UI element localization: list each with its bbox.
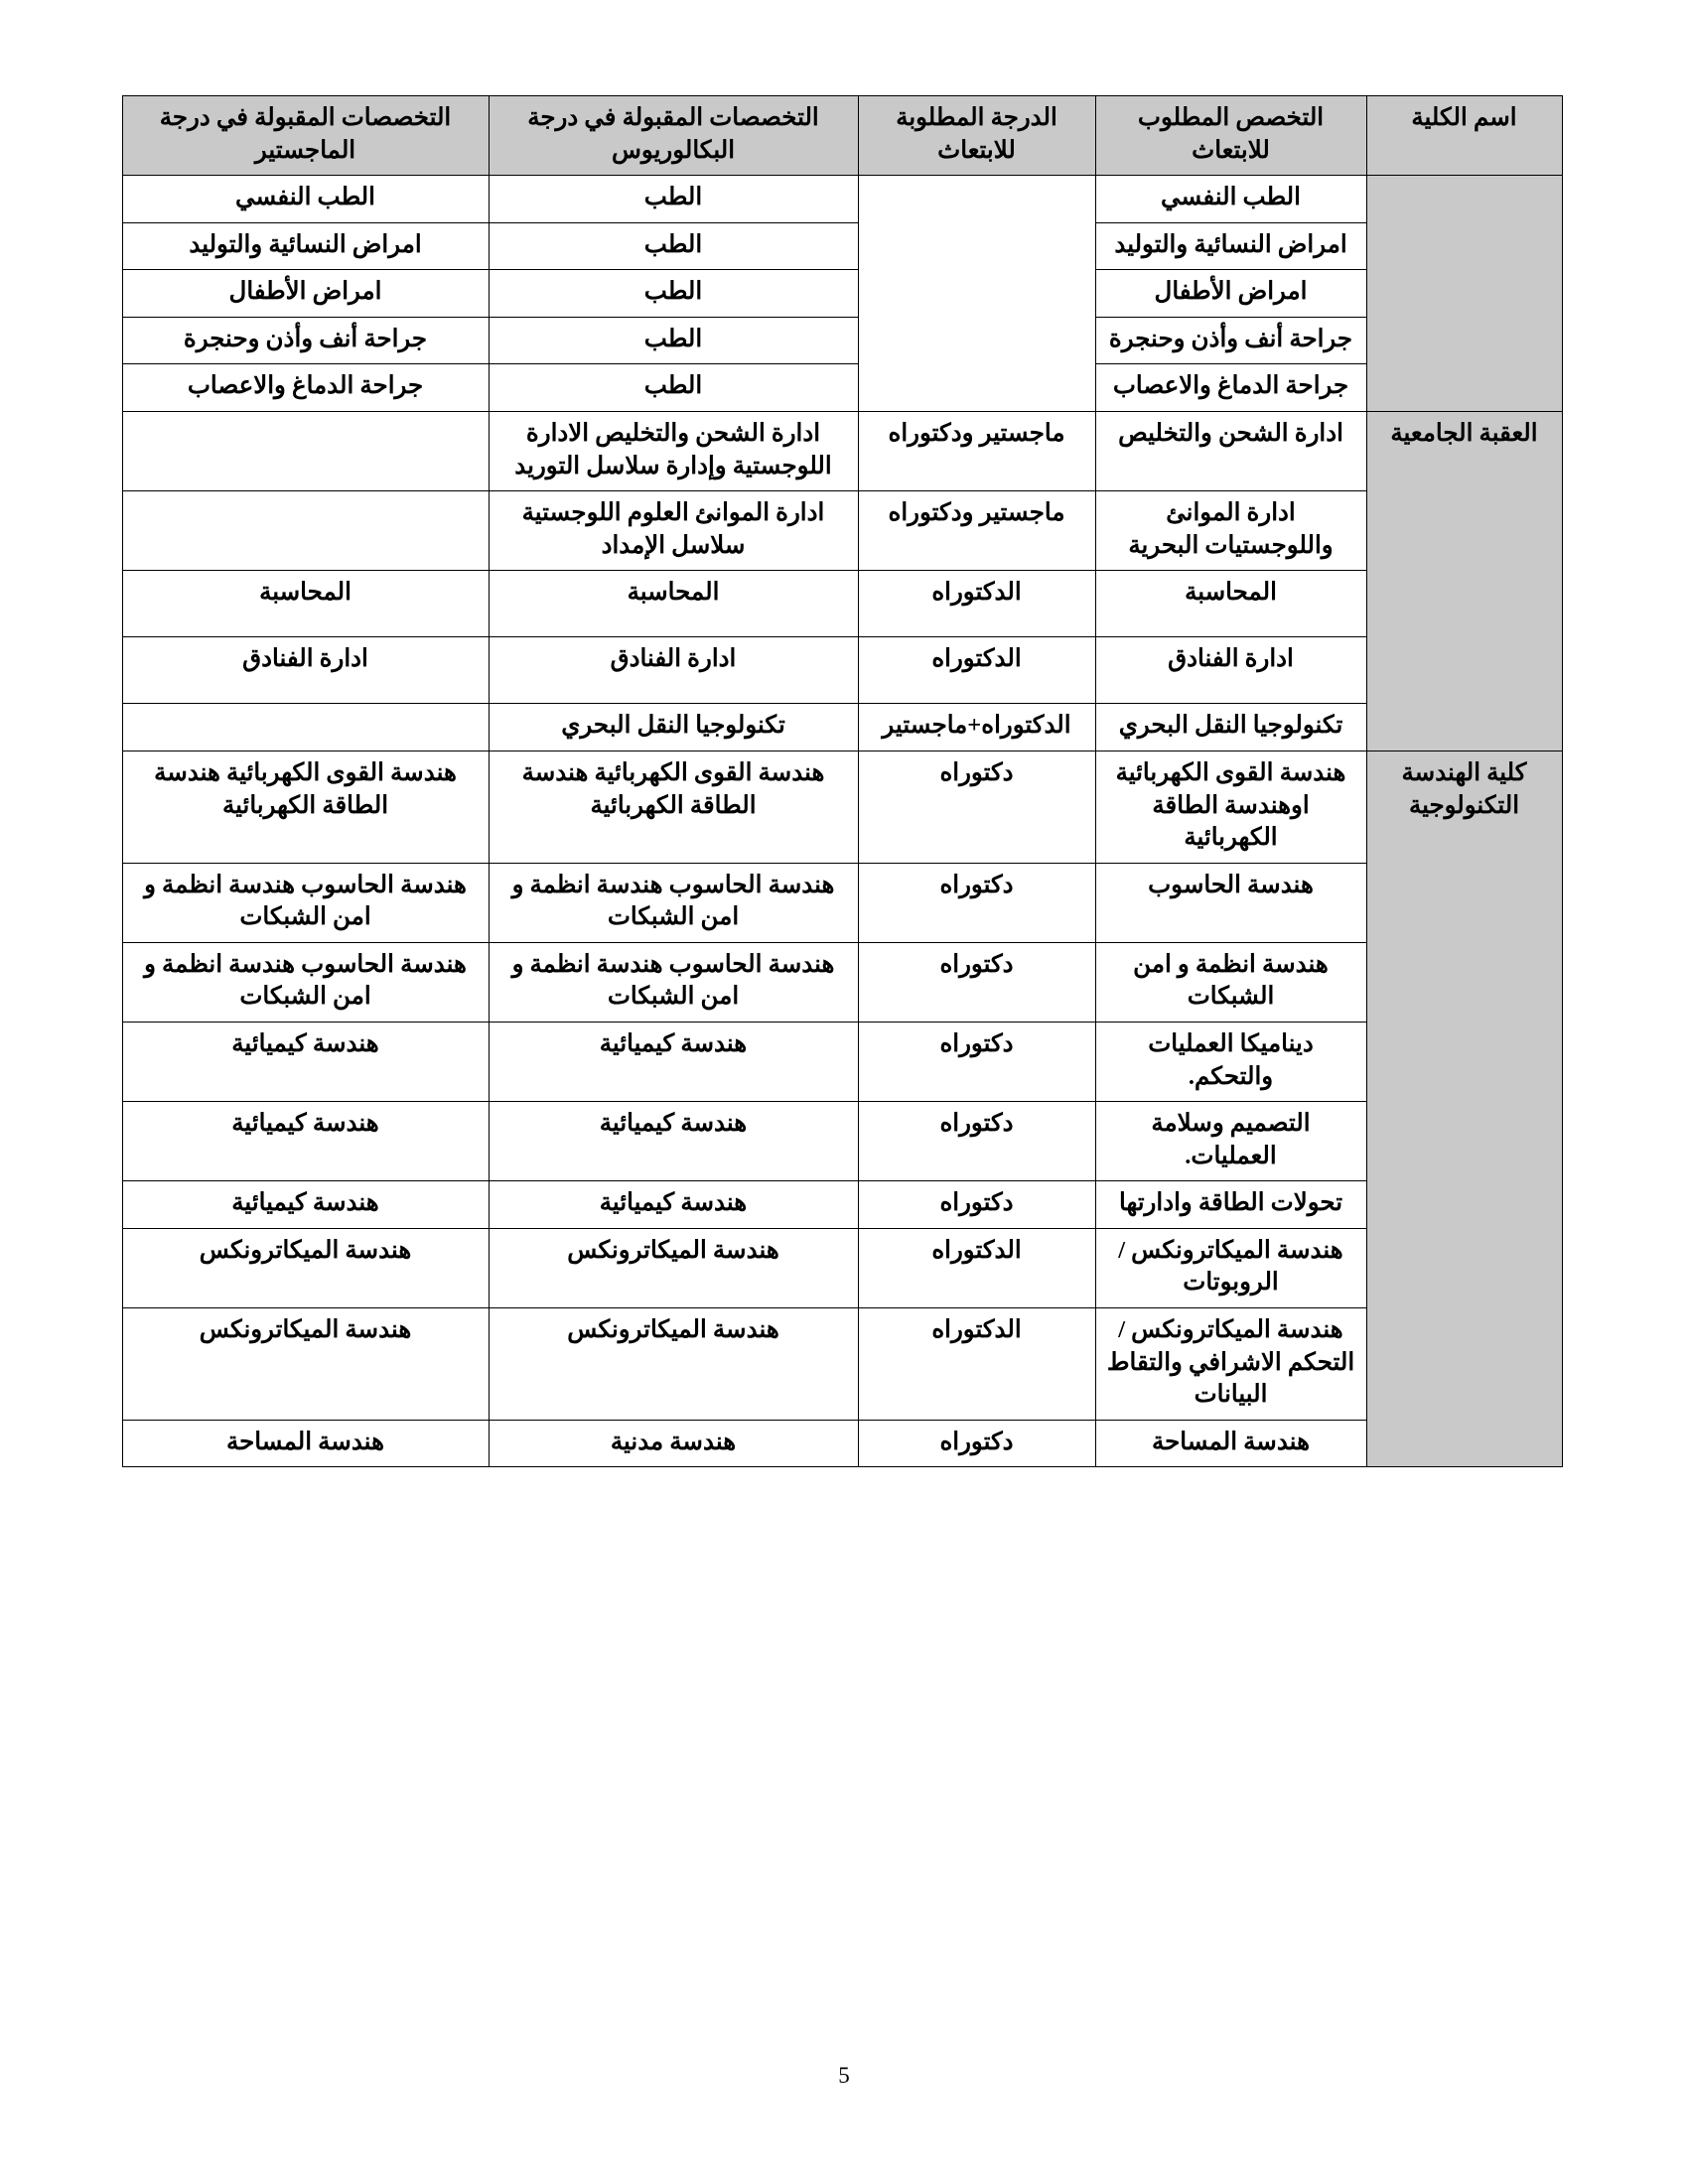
bachelor-cell: الطب [489, 176, 858, 223]
required-spec-cell: امراض النسائية والتوليد [1095, 222, 1366, 270]
master-cell: هندسة كيميائية [122, 1102, 489, 1181]
column-header-faculty: اسم الكلية [1366, 96, 1562, 176]
bachelor-cell: هندسة كيميائية [489, 1181, 858, 1229]
faculty-cell: العقبة الجامعية [1366, 412, 1562, 751]
required-spec-cell: تحولات الطاقة وادارتها [1095, 1181, 1366, 1229]
degree-cell: دكتوراه [858, 1022, 1095, 1101]
master-cell: المحاسبة [122, 571, 489, 637]
master-cell: هندسة المساحة [122, 1420, 489, 1467]
master-cell [122, 412, 489, 491]
master-cell [122, 491, 489, 571]
bachelor-cell: الطب [489, 270, 858, 318]
required-spec-cell: جراحة الدماغ والاعصاب [1095, 364, 1366, 412]
table-body [122, 176, 1562, 1467]
table-header [122, 96, 1562, 176]
bachelor-cell: هندسة الميكاترونكس [489, 1308, 858, 1421]
table-row [122, 1181, 1562, 1229]
table-row [122, 364, 1562, 412]
bachelor-cell: هندسة كيميائية [489, 1022, 858, 1101]
master-cell: هندسة الميكاترونكس [122, 1308, 489, 1421]
table-header-row [122, 96, 1562, 176]
degree-cell: دكتوراه [858, 863, 1095, 942]
table-row [122, 270, 1562, 318]
required-spec-cell: التصميم وسلامة العمليات. [1095, 1102, 1366, 1181]
required-spec-cell: ادارة الموانئ واللوجستيات البحرية [1095, 491, 1366, 571]
bachelor-cell: المحاسبة [489, 571, 858, 637]
degree-cell: ماجستير ودكتوراه [858, 412, 1095, 491]
bachelor-cell: هندسة الميكاترونكس [489, 1228, 858, 1307]
degree-cell: ماجستير ودكتوراه [858, 491, 1095, 571]
table-row [122, 1102, 1562, 1181]
degree-cell: الدكتوراه [858, 1228, 1095, 1307]
table-row [122, 863, 1562, 942]
bachelor-cell: ادارة الموانئ العلوم اللوجستية سلاسل الإمداد [489, 491, 858, 571]
master-cell: هندسة الحاسوب هندسة انظمة و امن الشبكات [122, 863, 489, 942]
degree-cell: الدكتوراه [858, 637, 1095, 704]
degree-cell [858, 176, 1095, 412]
degree-cell: دكتوراه [858, 1181, 1095, 1229]
required-spec-cell: هندسة القوى الكهربائية اوهندسة الطاقة الكهربائية [1095, 751, 1366, 863]
required-spec-cell: هندسة المساحة [1095, 1420, 1366, 1467]
page-number: 5 [838, 2063, 850, 2088]
master-cell: امراض الأطفال [122, 270, 489, 318]
table-row [122, 491, 1562, 571]
required-spec-cell: المحاسبة [1095, 571, 1366, 637]
required-spec-cell: هندسة الميكاترونكس / الروبوتات [1095, 1228, 1366, 1307]
degree-cell: دكتوراه [858, 1420, 1095, 1467]
required-spec-cell: امراض الأطفال [1095, 270, 1366, 318]
master-cell: هندسة القوى الكهربائية هندسة الطاقة الكهربائية [122, 751, 489, 863]
table-row [122, 751, 1562, 863]
bachelor-cell: هندسة مدنية [489, 1420, 858, 1467]
table-row [122, 176, 1562, 223]
master-cell: هندسة كيميائية [122, 1022, 489, 1101]
column-header-degree: الدرجة المطلوبة للابتعاث [858, 96, 1095, 176]
master-cell: الطب النفسي [122, 176, 489, 223]
faculty-cell: كلية الهندسة التكنولوجية [1366, 751, 1562, 1466]
degree-cell: الدكتوراه [858, 571, 1095, 637]
column-header-bachelor: التخصصات المقبولة في درجة البكالوريوس [489, 96, 858, 176]
degree-cell: الدكتوراه [858, 1308, 1095, 1421]
bachelor-cell: الطب [489, 222, 858, 270]
bachelor-cell: الطب [489, 364, 858, 412]
bachelor-cell: الطب [489, 317, 858, 364]
bachelor-cell: هندسة الحاسوب هندسة انظمة و امن الشبكات [489, 942, 858, 1022]
table-row [122, 1308, 1562, 1421]
bachelor-cell: هندسة القوى الكهربائية هندسة الطاقة الكهربائية [489, 751, 858, 863]
table-row [122, 637, 1562, 704]
table-row [122, 317, 1562, 364]
required-spec-cell: هندسة انظمة و امن الشبكات [1095, 942, 1366, 1022]
master-cell [122, 704, 489, 751]
required-spec-cell: ديناميكا العمليات والتحكم. [1095, 1022, 1366, 1101]
degree-cell: الدكتوراه+ماجستير [858, 704, 1095, 751]
degree-cell: دكتوراه [858, 751, 1095, 863]
master-cell: جراحة الدماغ والاعصاب [122, 364, 489, 412]
table-row [122, 1420, 1562, 1467]
scholarship-specializations-table [122, 95, 1563, 1467]
required-spec-cell: الطب النفسي [1095, 176, 1366, 223]
master-cell: هندسة كيميائية [122, 1181, 489, 1229]
master-cell: هندسة الحاسوب هندسة انظمة و امن الشبكات [122, 942, 489, 1022]
table-row [122, 942, 1562, 1022]
required-spec-cell: هندسة الحاسوب [1095, 863, 1366, 942]
master-cell: امراض النسائية والتوليد [122, 222, 489, 270]
bachelor-cell: ادارة الشحن والتخليص الادارة اللوجستية وإدارة سلاسل التوريد [489, 412, 858, 491]
bachelor-cell: هندسة كيميائية [489, 1102, 858, 1181]
bachelor-cell: هندسة الحاسوب هندسة انظمة و امن الشبكات [489, 863, 858, 942]
table-row [122, 412, 1562, 491]
required-spec-cell: ادارة الفنادق [1095, 637, 1366, 704]
master-cell: جراحة أنف وأذن وحنجرة [122, 317, 489, 364]
master-cell: ادارة الفنادق [122, 637, 489, 704]
table-row [122, 1228, 1562, 1307]
degree-cell: دكتوراه [858, 942, 1095, 1022]
column-header-master: التخصصات المقبولة في درجة الماجستير [122, 96, 489, 176]
required-spec-cell: تكنولوجيا النقل البحري [1095, 704, 1366, 751]
required-spec-cell: جراحة أنف وأذن وحنجرة [1095, 317, 1366, 364]
master-cell: هندسة الميكاترونكس [122, 1228, 489, 1307]
required-spec-cell: هندسة الميكاترونكس / التحكم الاشرافي والتقاط البيانات [1095, 1308, 1366, 1421]
table-row [122, 1022, 1562, 1101]
column-header-required-spec: التخصص المطلوب للابتعاث [1095, 96, 1366, 176]
required-spec-cell: ادارة الشحن والتخليص [1095, 412, 1366, 491]
bachelor-cell: ادارة الفنادق [489, 637, 858, 704]
table-row [122, 571, 1562, 637]
table-row [122, 704, 1562, 751]
bachelor-cell: تكنولوجيا النقل البحري [489, 704, 858, 751]
degree-cell: دكتوراه [858, 1102, 1095, 1181]
table-row [122, 222, 1562, 270]
faculty-cell [1366, 176, 1562, 412]
